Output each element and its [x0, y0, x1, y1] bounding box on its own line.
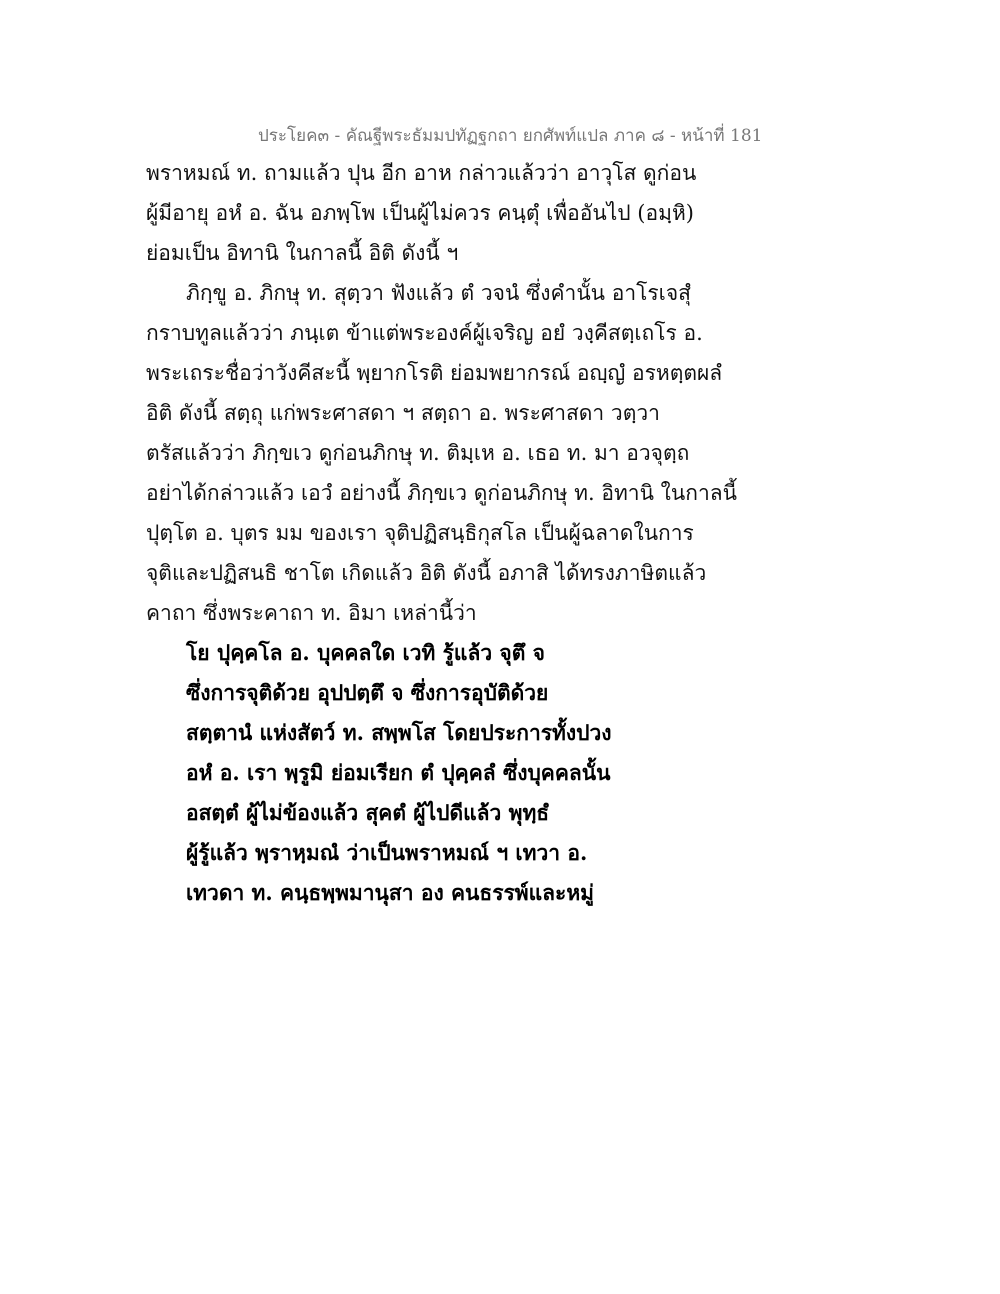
body-line: ผู้มีอายุ อหํ อ. ฉัน อภพฺโพ เป็นผู้ไม่ควร คนฺตุํ เพื่ออันไป (อมฺหิ): [146, 201, 694, 225]
verse-line: สตฺตานํ แห่งสัตว์ ท. สพฺพโส โดยประการทั้งปวง: [186, 720, 612, 745]
body-line: ภิกฺขู อ. ภิกษุ ท. สุตฺวา ฟังแล้ว ตํ วจนํ ซึ่งคำนั้น อาโรเจสุํ: [186, 281, 691, 305]
verse-line: ผู้รู้แล้ว พฺราหฺมณํ ว่าเป็นพราหมณ์ ฯ เทวา อ.: [186, 840, 588, 865]
verse-line: โย ปุคฺคโล อ. บุคคลใด เวทิ รู้แล้ว จุตึ จ: [186, 640, 545, 665]
verse-line: ซึ่งการจุติด้วย อุปปตฺตึ จ ซึ่งการอุบัติด้วย: [186, 680, 549, 705]
body-line: พราหมณ์ ท. ถามแล้ว ปุน อีก อาห กล่าวแล้วว่า อาวุโส ดูก่อน: [146, 161, 697, 185]
verse-line: อสตฺตํ ผู้ไม่ข้องแล้ว สุคตํ ผู้ไปดีแล้ว พุทฺธํ: [186, 800, 550, 825]
body-line: ตรัสแล้วว่า ภิกฺขเว ดูก่อนภิกษุ ท. ติมฺเห อ. เธอ ท. มา อวจุตฺถ: [146, 441, 690, 465]
body-line: คาถา ซึ่งพระคาถา ท. อิมา เหล่านี้ว่า: [146, 601, 477, 625]
body-line: กราบทูลแล้วว่า ภนฺเต ข้าแต่พระองค์ผู้เจริญ อยํ วงฺคีสตฺเถโร อ.: [146, 321, 703, 345]
page-header: ประโยค๓ - คัณฐีพระธัมมปทัฏฐกถา ยกศัพท์แปล ภาค ๘ - หน้าที่ 181: [258, 126, 763, 146]
body-line: พระเถระชื่อว่าวังคีสะนี้ พฺยากโรติ ย่อมพยากรณ์ อญฺญํ อรหตฺตผลํ: [146, 361, 723, 385]
body-line: ย่อมเป็น อิทานิ ในกาลนี้ อิติ ดังนี้ ฯ: [146, 241, 459, 265]
verse-line: เทวดา ท. คนฺธพฺพมานุสา อง คนธรรพ์และหมู่: [186, 880, 595, 905]
body-line: จุติและปฏิสนธิ ชาโต เกิดแล้ว อิติ ดังนี้ อภาสิ ได้ทรงภาษิตแล้ว: [146, 561, 707, 585]
body-line: อิติ ดังนี้ สตฺถุ แก่พระศาสดา ฯ สตฺถา อ. พระศาสดา วตฺวา: [146, 401, 660, 425]
verse-line: อหํ อ. เรา พฺรูมิ ย่อมเรียก ตํ ปุคฺคลํ ซึ่งบุคคลนั้น: [186, 760, 611, 785]
body-line: ปุตฺโต อ. บุตร มม ของเรา จุติปฏิสนฺธิกุสโล เป็นผู้ฉลาดในการ: [146, 521, 694, 545]
body-line: อย่าได้กล่าวแล้ว เอวํ อย่างนี้ ภิกฺขเว ดูก่อนภิกษุ ท. อิทานิ ในกาลนี้: [146, 481, 737, 505]
